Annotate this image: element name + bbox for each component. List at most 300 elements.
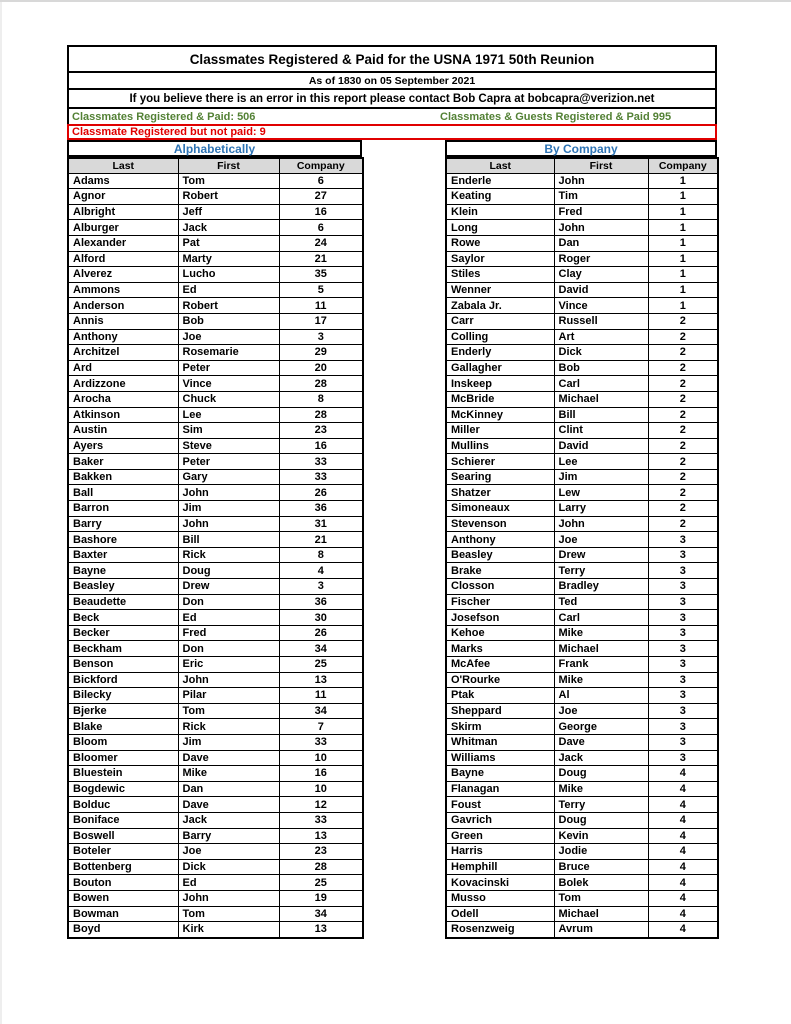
- first-cell: Don: [178, 594, 279, 610]
- first-cell: Vince: [178, 376, 279, 392]
- table-row: [68, 657, 363, 673]
- column-header-company: Company: [648, 158, 718, 173]
- table-row: [446, 657, 718, 673]
- by-company-table: [445, 157, 719, 939]
- first-cell: Tim: [554, 189, 648, 205]
- table-row: [446, 703, 718, 719]
- first-cell: Joe: [554, 532, 648, 548]
- first-cell: Fred: [554, 204, 648, 220]
- first-cell: John: [178, 485, 279, 501]
- company-cell: 3: [279, 579, 363, 595]
- last-cell: Alford: [68, 251, 178, 267]
- last-cell: Albright: [68, 204, 178, 220]
- alphabetical-table: [67, 157, 364, 939]
- last-cell: Alburger: [68, 220, 178, 236]
- first-cell: Sim: [178, 423, 279, 439]
- company-cell: 28: [279, 859, 363, 875]
- company-cell: 4: [648, 812, 718, 828]
- company-cell: 2: [648, 423, 718, 439]
- column-header-last: Last: [446, 158, 554, 173]
- first-cell: Al: [554, 688, 648, 704]
- first-cell: Dave: [554, 734, 648, 750]
- table-row: [68, 781, 363, 797]
- last-cell: Beck: [68, 610, 178, 626]
- table-row: [446, 454, 718, 470]
- company-cell: 12: [279, 797, 363, 813]
- first-cell: John: [554, 220, 648, 236]
- table-row: [446, 438, 718, 454]
- last-cell: Bayne: [68, 563, 178, 579]
- first-cell: Jack: [178, 220, 279, 236]
- company-cell: 3: [279, 329, 363, 345]
- company-cell: 2: [648, 469, 718, 485]
- company-cell: 20: [279, 360, 363, 376]
- last-cell: Colling: [446, 329, 554, 345]
- company-cell: 33: [279, 469, 363, 485]
- stat-registered-not-paid: Classmate Registered but not paid: 9: [67, 124, 717, 140]
- company-cell: 34: [279, 703, 363, 719]
- first-cell: Bradley: [554, 579, 648, 595]
- first-cell: John: [178, 890, 279, 906]
- last-cell: Sheppard: [446, 703, 554, 719]
- table-row: [68, 579, 363, 595]
- table-row: [68, 235, 363, 251]
- first-cell: Tom: [178, 173, 279, 189]
- company-cell: 8: [279, 547, 363, 563]
- first-cell: Russell: [554, 313, 648, 329]
- company-cell: 10: [279, 781, 363, 797]
- last-cell: Fischer: [446, 594, 554, 610]
- last-cell: McKinney: [446, 407, 554, 423]
- company-cell: 3: [648, 734, 718, 750]
- first-cell: Roger: [554, 251, 648, 267]
- column-header-first: First: [178, 158, 279, 173]
- last-cell: Anderson: [68, 298, 178, 314]
- first-cell: Vince: [554, 298, 648, 314]
- table-row: [68, 267, 363, 283]
- last-cell: Ball: [68, 485, 178, 501]
- first-cell: Doug: [554, 812, 648, 828]
- last-cell: Klein: [446, 204, 554, 220]
- table-row: [446, 267, 718, 283]
- table-row: [446, 485, 718, 501]
- first-cell: Art: [554, 329, 648, 345]
- table-row: [68, 469, 363, 485]
- last-cell: Searing: [446, 469, 554, 485]
- last-cell: Marks: [446, 641, 554, 657]
- company-cell: 1: [648, 189, 718, 205]
- first-cell: Tom: [554, 890, 648, 906]
- last-cell: Austin: [68, 423, 178, 439]
- first-cell: Fred: [178, 625, 279, 641]
- company-cell: 1: [648, 220, 718, 236]
- first-cell: Dave: [178, 750, 279, 766]
- table-row: [446, 844, 718, 860]
- last-cell: Simoneaux: [446, 501, 554, 517]
- company-cell: 13: [279, 922, 363, 938]
- last-cell: Bayne: [446, 766, 554, 782]
- column-header-company: Company: [279, 158, 363, 173]
- company-cell: 4: [648, 906, 718, 922]
- last-cell: Long: [446, 220, 554, 236]
- company-cell: 11: [279, 688, 363, 704]
- table-row: [68, 376, 363, 392]
- last-cell: Arocha: [68, 391, 178, 407]
- table-row: [446, 625, 718, 641]
- table-row: [446, 641, 718, 657]
- first-cell: Bruce: [554, 859, 648, 875]
- stat-classmates-guests-registered-paid: Classmates & Guests Registered & Paid 995: [440, 110, 672, 123]
- last-cell: Boniface: [68, 812, 178, 828]
- company-cell: 4: [648, 797, 718, 813]
- company-cell: 26: [279, 485, 363, 501]
- report-contact-note: If you believe there is an error in this report please contact Bob Capra at bobcapra@verizion.net: [69, 90, 715, 109]
- last-cell: Bouton: [68, 875, 178, 891]
- first-cell: Joe: [554, 703, 648, 719]
- company-cell: 35: [279, 267, 363, 283]
- last-cell: Anthony: [446, 532, 554, 548]
- company-cell: 21: [279, 251, 363, 267]
- last-cell: Whitman: [446, 734, 554, 750]
- table-row: [68, 251, 363, 267]
- last-cell: Ard: [68, 360, 178, 376]
- last-cell: Benson: [68, 657, 178, 673]
- table-row: [68, 204, 363, 220]
- table-row: [68, 298, 363, 314]
- first-cell: Jim: [178, 501, 279, 517]
- company-cell: 13: [279, 672, 363, 688]
- last-cell: Josefson: [446, 610, 554, 626]
- table-row: [68, 688, 363, 704]
- first-cell: Lew: [554, 485, 648, 501]
- last-cell: Ammons: [68, 282, 178, 298]
- last-cell: Bloomer: [68, 750, 178, 766]
- table-row: [68, 766, 363, 782]
- table-row: [446, 890, 718, 906]
- company-cell: 4: [279, 563, 363, 579]
- stats-row: [69, 109, 715, 124]
- report-title: Classmates Registered & Paid for the USNA 1971 50th Reunion: [69, 47, 715, 73]
- last-cell: Enderly: [446, 345, 554, 361]
- last-cell: Bogdewic: [68, 781, 178, 797]
- table-row: [446, 734, 718, 750]
- table-row: [446, 235, 718, 251]
- first-cell: Avrum: [554, 922, 648, 938]
- company-cell: 26: [279, 625, 363, 641]
- company-cell: 4: [648, 875, 718, 891]
- table-row: [446, 610, 718, 626]
- first-cell: John: [554, 173, 648, 189]
- last-cell: Musso: [446, 890, 554, 906]
- table-row: [446, 828, 718, 844]
- last-cell: Hemphill: [446, 859, 554, 875]
- first-cell: Ed: [178, 282, 279, 298]
- first-cell: Rick: [178, 719, 279, 735]
- last-cell: Wenner: [446, 282, 554, 298]
- first-cell: Barry: [178, 828, 279, 844]
- first-cell: Ted: [554, 594, 648, 610]
- table-row: [446, 922, 718, 938]
- table-row: [446, 220, 718, 236]
- last-cell: Ayers: [68, 438, 178, 454]
- first-cell: Lucho: [178, 267, 279, 283]
- last-cell: Odell: [446, 906, 554, 922]
- company-cell: 30: [279, 610, 363, 626]
- first-cell: Jack: [554, 750, 648, 766]
- first-cell: Dan: [178, 781, 279, 797]
- last-cell: Architzel: [68, 345, 178, 361]
- first-cell: Michael: [554, 906, 648, 922]
- table-row: [68, 750, 363, 766]
- first-cell: Robert: [178, 189, 279, 205]
- first-cell: John: [178, 672, 279, 688]
- first-cell: Bob: [178, 313, 279, 329]
- company-cell: 3: [648, 532, 718, 548]
- last-cell: Schierer: [446, 454, 554, 470]
- company-cell: 13: [279, 828, 363, 844]
- last-cell: Kehoe: [446, 625, 554, 641]
- first-cell: Kirk: [178, 922, 279, 938]
- table-row: [68, 610, 363, 626]
- company-cell: 25: [279, 875, 363, 891]
- table-row: [68, 906, 363, 922]
- last-cell: Alverez: [68, 267, 178, 283]
- first-cell: Tom: [178, 703, 279, 719]
- company-cell: 3: [648, 750, 718, 766]
- company-cell: 4: [648, 922, 718, 938]
- first-cell: Marty: [178, 251, 279, 267]
- table-row: [446, 906, 718, 922]
- company-cell: 2: [648, 407, 718, 423]
- first-cell: Jodie: [554, 844, 648, 860]
- last-cell: Foust: [446, 797, 554, 813]
- company-cell: 34: [279, 906, 363, 922]
- company-cell: 16: [279, 766, 363, 782]
- last-cell: Kovacinski: [446, 875, 554, 891]
- table-row: [68, 641, 363, 657]
- last-cell: Baker: [68, 454, 178, 470]
- company-cell: 6: [279, 220, 363, 236]
- table-row: [68, 532, 363, 548]
- last-cell: Gallagher: [446, 360, 554, 376]
- company-cell: 3: [648, 719, 718, 735]
- table-row: [446, 423, 718, 439]
- table-row: [68, 703, 363, 719]
- first-cell: Bill: [178, 532, 279, 548]
- first-cell: Dick: [554, 345, 648, 361]
- last-cell: Shatzer: [446, 485, 554, 501]
- company-cell: 33: [279, 734, 363, 750]
- company-cell: 3: [648, 579, 718, 595]
- table-row: [68, 282, 363, 298]
- last-cell: Green: [446, 828, 554, 844]
- last-cell: Miller: [446, 423, 554, 439]
- last-cell: Bluestein: [68, 766, 178, 782]
- table-row: [68, 423, 363, 439]
- company-cell: 28: [279, 407, 363, 423]
- company-cell: 11: [279, 298, 363, 314]
- table-row: [68, 875, 363, 891]
- table-row: [446, 812, 718, 828]
- company-cell: 2: [648, 485, 718, 501]
- alphabetical-table-body: [68, 173, 363, 938]
- company-cell: 36: [279, 501, 363, 517]
- report-as-of-line: As of 1830 on 05 September 2021: [69, 73, 715, 90]
- company-cell: 3: [648, 688, 718, 704]
- last-cell: Anthony: [68, 329, 178, 345]
- first-cell: Terry: [554, 563, 648, 579]
- last-cell: Blake: [68, 719, 178, 735]
- company-cell: 3: [648, 594, 718, 610]
- table-row: [68, 890, 363, 906]
- last-cell: Barry: [68, 516, 178, 532]
- report-header-box: [67, 45, 717, 126]
- last-cell: Closson: [446, 579, 554, 595]
- table-row: [68, 516, 363, 532]
- table-row: [68, 313, 363, 329]
- company-cell: 17: [279, 313, 363, 329]
- company-cell: 3: [648, 625, 718, 641]
- company-cell: 3: [648, 657, 718, 673]
- last-cell: Boswell: [68, 828, 178, 844]
- first-cell: Terry: [554, 797, 648, 813]
- table-row: [68, 859, 363, 875]
- table-row: [446, 719, 718, 735]
- company-cell: 2: [648, 454, 718, 470]
- company-cell: 1: [648, 235, 718, 251]
- first-cell: Ed: [178, 610, 279, 626]
- company-cell: 3: [648, 563, 718, 579]
- last-cell: Agnor: [68, 189, 178, 205]
- table-row: [446, 532, 718, 548]
- table-row: [68, 828, 363, 844]
- last-cell: Carr: [446, 313, 554, 329]
- last-cell: McBride: [446, 391, 554, 407]
- table-row: [68, 625, 363, 641]
- table-row: [68, 501, 363, 517]
- first-cell: Don: [178, 641, 279, 657]
- table-row: [446, 313, 718, 329]
- company-cell: 25: [279, 657, 363, 673]
- table-row: [68, 563, 363, 579]
- table-row: [446, 298, 718, 314]
- last-cell: Boyd: [68, 922, 178, 938]
- table-row: [446, 407, 718, 423]
- table-row: [68, 438, 363, 454]
- first-cell: Lee: [178, 407, 279, 423]
- last-cell: Beasley: [446, 547, 554, 563]
- first-cell: Joe: [178, 844, 279, 860]
- table-row: [446, 688, 718, 704]
- first-cell: David: [554, 438, 648, 454]
- last-cell: Ardizzone: [68, 376, 178, 392]
- last-cell: Annis: [68, 313, 178, 329]
- company-cell: 2: [648, 391, 718, 407]
- first-cell: Chuck: [178, 391, 279, 407]
- first-cell: Mike: [178, 766, 279, 782]
- company-cell: 16: [279, 204, 363, 220]
- table-row: [68, 407, 363, 423]
- last-cell: Alexander: [68, 235, 178, 251]
- table-row: [68, 922, 363, 938]
- company-cell: 3: [648, 610, 718, 626]
- last-cell: Bottenberg: [68, 859, 178, 875]
- first-cell: Carl: [554, 376, 648, 392]
- company-cell: 24: [279, 235, 363, 251]
- first-cell: Clay: [554, 267, 648, 283]
- table-row: [446, 501, 718, 517]
- last-cell: Rowe: [446, 235, 554, 251]
- table-row: [446, 875, 718, 891]
- company-cell: 1: [648, 251, 718, 267]
- company-cell: 4: [648, 859, 718, 875]
- last-cell: Stevenson: [446, 516, 554, 532]
- table-row: [446, 282, 718, 298]
- company-cell: 29: [279, 345, 363, 361]
- table-row: [68, 173, 363, 189]
- by-company-section-title: By Company: [445, 140, 717, 157]
- company-cell: 5: [279, 282, 363, 298]
- last-cell: Brake: [446, 563, 554, 579]
- company-cell: 6: [279, 173, 363, 189]
- table-row: [446, 781, 718, 797]
- table-row: [68, 360, 363, 376]
- last-cell: Saylor: [446, 251, 554, 267]
- last-cell: Becker: [68, 625, 178, 641]
- first-cell: Drew: [178, 579, 279, 595]
- table-row: [68, 485, 363, 501]
- table-row: [68, 454, 363, 470]
- last-cell: Bilecky: [68, 688, 178, 704]
- table-row: [446, 204, 718, 220]
- last-cell: Adams: [68, 173, 178, 189]
- first-cell: Gary: [178, 469, 279, 485]
- first-cell: George: [554, 719, 648, 735]
- company-cell: 7: [279, 719, 363, 735]
- company-cell: 19: [279, 890, 363, 906]
- table-row: [446, 345, 718, 361]
- first-cell: Mike: [554, 672, 648, 688]
- last-cell: Ptak: [446, 688, 554, 704]
- last-cell: Bolduc: [68, 797, 178, 813]
- company-cell: 4: [648, 828, 718, 844]
- table-row: [446, 797, 718, 813]
- first-cell: Mike: [554, 781, 648, 797]
- last-cell: Keating: [446, 189, 554, 205]
- last-cell: Boteler: [68, 844, 178, 860]
- table-row: [68, 189, 363, 205]
- first-cell: Carl: [554, 610, 648, 626]
- company-cell: 3: [648, 703, 718, 719]
- first-cell: Lee: [554, 454, 648, 470]
- table-row: [68, 547, 363, 563]
- table-row: [446, 173, 718, 189]
- by-company-table-body: [446, 173, 718, 938]
- first-cell: Rosemarie: [178, 345, 279, 361]
- first-cell: Michael: [554, 641, 648, 657]
- column-header-last: Last: [68, 158, 178, 173]
- company-cell: 2: [648, 516, 718, 532]
- company-cell: 21: [279, 532, 363, 548]
- first-cell: Ed: [178, 875, 279, 891]
- table-row: [68, 672, 363, 688]
- table-row: [68, 844, 363, 860]
- table-row: [446, 859, 718, 875]
- company-cell: 1: [648, 204, 718, 220]
- company-cell: 2: [648, 313, 718, 329]
- table-row: [68, 719, 363, 735]
- company-cell: 2: [648, 501, 718, 517]
